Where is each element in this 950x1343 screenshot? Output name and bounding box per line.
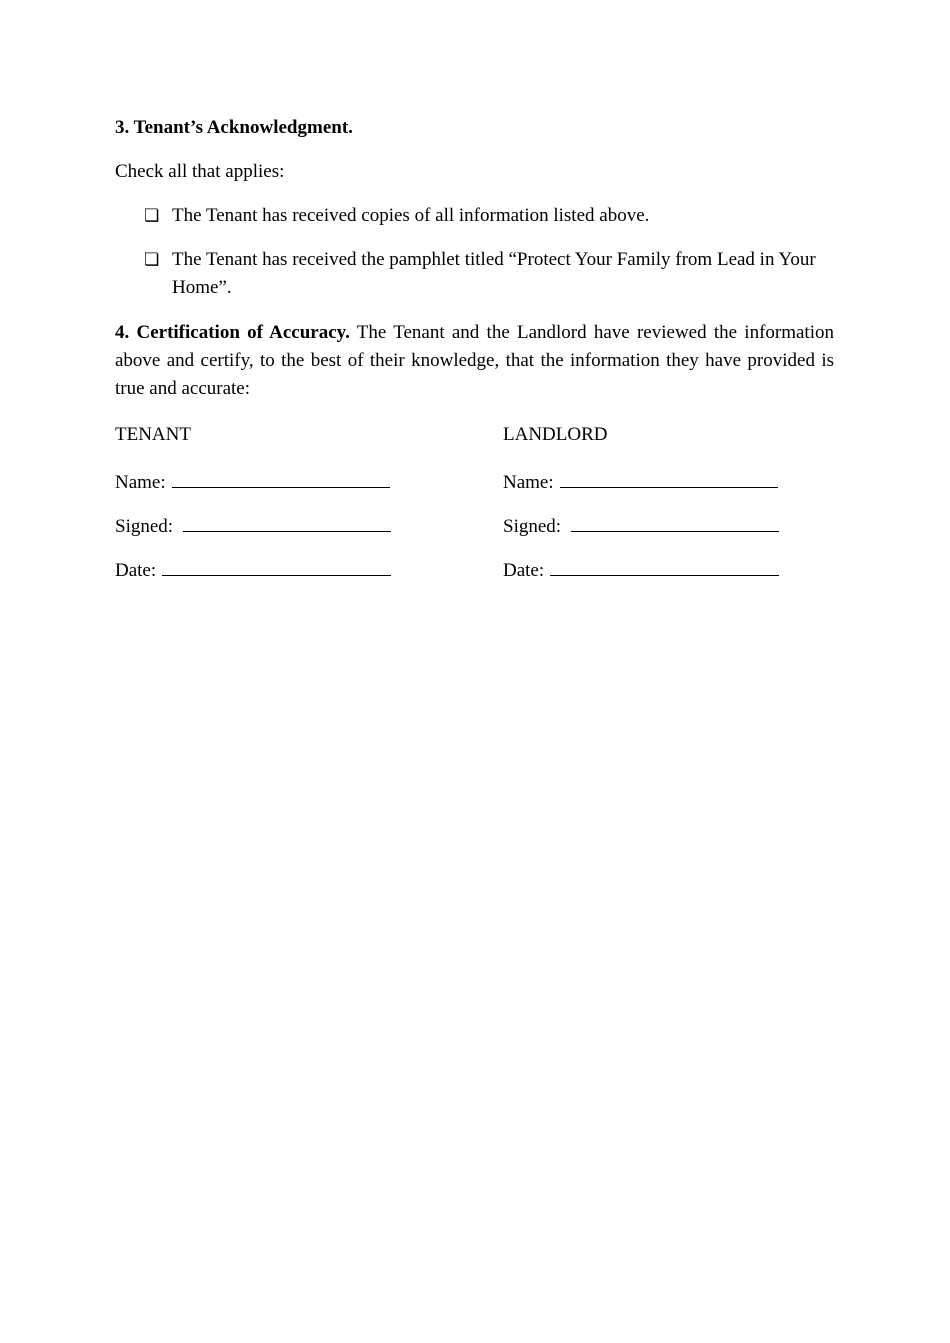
- tenant-name-field[interactable]: [172, 465, 390, 488]
- section-4-heading: 4. Certification of Accuracy.: [115, 322, 350, 343]
- tenant-signed-field[interactable]: [183, 509, 391, 532]
- landlord-name-field[interactable]: [560, 465, 778, 488]
- landlord-date-label: Date:: [503, 560, 545, 581]
- tenant-title: TENANT: [115, 424, 191, 445]
- tenant-date-field[interactable]: [162, 553, 391, 576]
- landlord-signed-field[interactable]: [571, 509, 779, 532]
- landlord-date-row: [503, 553, 843, 597]
- tenant-name-label: Name:: [115, 472, 166, 493]
- section-4-paragraph: [115, 319, 834, 403]
- section-4-body: The Tenant and the Landlord have reviewed the information above and certify, to the best of their knowledge, that the information they have provided is true and accurate:: [115, 322, 834, 399]
- tenant-date-row: [115, 553, 455, 597]
- check-instruction: Check all that applies:: [115, 161, 285, 182]
- landlord-name-row: [503, 465, 843, 509]
- checkbox-icon[interactable]: ❏: [144, 206, 160, 226]
- section-3-heading: 3. Tenant’s Acknowledgment.: [115, 117, 353, 138]
- tenant-signed-row: [115, 509, 455, 553]
- landlord-signed-label: Signed:: [503, 516, 562, 537]
- acknowledgment-item-pamphlet[interactable]: [144, 246, 834, 302]
- landlord-date-field[interactable]: [550, 553, 779, 576]
- landlord-signed-row: [503, 509, 843, 553]
- acknowledgment-label: The Tenant has received copies of all information listed above.: [172, 205, 650, 226]
- checkbox-icon[interactable]: ❏: [144, 250, 160, 270]
- tenant-date-label: Date:: [115, 560, 157, 581]
- landlord-title: LANDLORD: [503, 424, 608, 445]
- landlord-name-label: Name:: [503, 472, 554, 493]
- landlord-signature-block: [503, 421, 843, 597]
- tenant-name-row: [115, 465, 455, 509]
- tenant-signed-label: Signed:: [115, 516, 174, 537]
- tenant-signature-block: [115, 421, 455, 597]
- acknowledgment-item-copies[interactable]: [144, 202, 834, 230]
- acknowledgment-label: The Tenant has received the pamphlet titled “Protect Your Family from Lead in Your Home”.: [172, 249, 816, 298]
